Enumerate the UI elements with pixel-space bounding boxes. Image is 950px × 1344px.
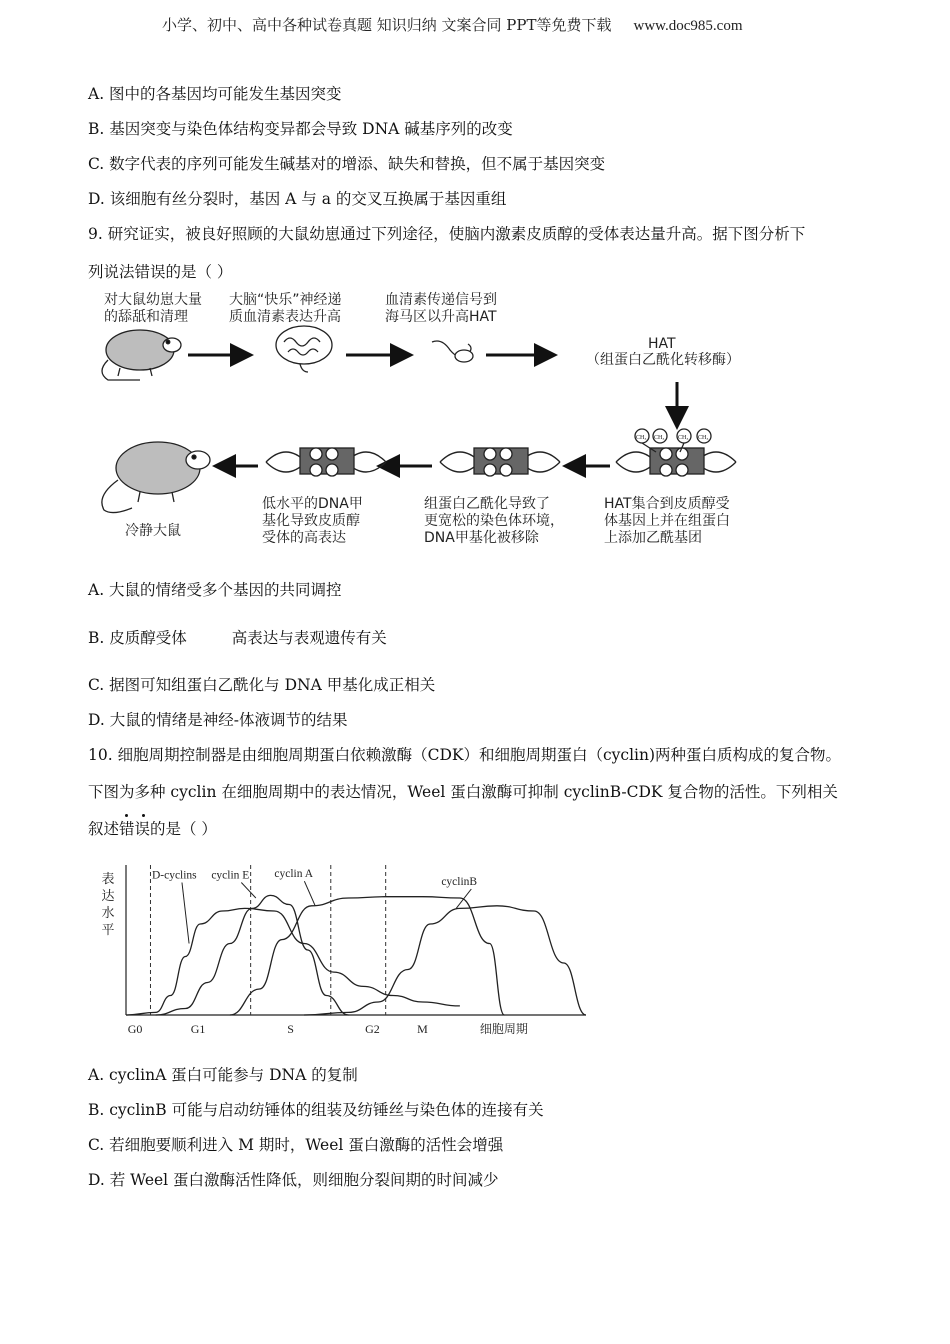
histone-open-icon bbox=[266, 448, 386, 476]
histone-methylated-icon bbox=[616, 429, 736, 476]
q9-option-b-part2: 高表达与表观遗传有关 bbox=[231, 629, 387, 647]
q10-stem-line2: 下图为多种 cyclin 在细胞周期中的表达情况，Weel 蛋白激酶可抑制 cyclinB-CDK 复合物的活性。下列相关 bbox=[88, 783, 838, 801]
calm-rat-icon bbox=[102, 442, 210, 513]
x-tick-label: G1 bbox=[190, 1022, 206, 1036]
series-leader-line bbox=[241, 883, 256, 899]
q8-option-c: C. 数字代表的序列可能发生碱基对的增添、缺失和替换，但不属于基因突变 bbox=[88, 155, 606, 173]
ch3-label: CH₃ bbox=[636, 435, 647, 441]
y-axis-label-char: 水 bbox=[101, 905, 115, 920]
series-line-cyclin-A bbox=[230, 897, 505, 1015]
ch3-label: CH₃ bbox=[698, 435, 709, 441]
q10-option-c: C. 若细胞要顺利进入 M 期时，Weel 蛋白激酶的活性会增强 bbox=[88, 1136, 504, 1154]
series-leader-line bbox=[304, 881, 315, 906]
y-axis-label-char: 达 bbox=[101, 888, 115, 903]
x-tick-label: G2 bbox=[365, 1022, 380, 1036]
q8-option-a: A. 图中的各基因均可能发生基因突变 bbox=[88, 85, 342, 103]
diagram-label-calm-rat: 冷静大鼠 bbox=[125, 523, 181, 539]
diagram-label-hippocampus: 血清素传递信号到 海马区以升高HAT bbox=[385, 292, 497, 325]
diagram-hat-title: HAT bbox=[648, 336, 676, 352]
series-label: cyclin E bbox=[211, 869, 250, 882]
q10-option-a: A. cyclinA 蛋白可能参与 DNA 的复制 bbox=[88, 1066, 358, 1084]
q9-option-d: D. 大鼠的情绪是神经-体液调节的结果 bbox=[88, 711, 348, 729]
q9-stem-line2: 列说法错误的是（ ） bbox=[88, 263, 233, 281]
q8-option-b: B. 基因突变与染色体结构变异都会导致 DNA 碱基序列的改变 bbox=[88, 120, 513, 138]
x-tick-label: S bbox=[287, 1022, 294, 1036]
y-axis-label-char: 平 bbox=[101, 922, 115, 937]
diagram-label-low-methylation: 低水平的DNA甲 基化导致皮质醇 受体的高表达 bbox=[262, 496, 363, 546]
series-leader-line bbox=[182, 883, 189, 944]
diagram-label-acetyl: HAT集合到皮质醇受 体基因上并在组蛋白 上添加乙酰基团 bbox=[604, 496, 730, 546]
rat-pup-icon bbox=[102, 330, 181, 380]
series-label: cyclin A bbox=[274, 868, 314, 881]
x-axis-label: 细胞周期 bbox=[479, 1022, 528, 1036]
q9-stem-line1: 9. 研究证实，被良好照顾的大鼠幼崽通过下列途径，使脑内激素皮质醇的受体表达量升高。据下图分析下 bbox=[88, 225, 806, 243]
series-line-cyclin-E bbox=[156, 895, 349, 1015]
ch3-label: CH₃ bbox=[678, 435, 689, 441]
y-axis-label-char: 表 bbox=[101, 871, 115, 886]
diagram-label-loose-chromatin: 组蛋白乙酰化导致了 更宽松的染色体环境， DNA甲基化被移除 bbox=[424, 496, 564, 546]
cyclin-chart bbox=[96, 855, 596, 1040]
q9-option-b bbox=[88, 626, 387, 648]
q9-option-a: A. 大鼠的情绪受多个基因的共同调控 bbox=[88, 581, 342, 599]
histone-acetylated-icon bbox=[440, 448, 560, 476]
series-line-D-cyclins bbox=[126, 908, 460, 1015]
ch3-label: CH₃ bbox=[654, 435, 665, 441]
hippocampus-icon bbox=[432, 341, 473, 362]
diagram-label-serotonin: 大脑“快乐”神经递 质血清素表达升高 bbox=[229, 292, 342, 325]
emphasis-dot bbox=[142, 814, 145, 817]
cyclin-chart-svg bbox=[96, 855, 596, 1040]
series-label: cyclinB bbox=[441, 876, 478, 888]
q10-stem-line3: 叙述错误的是（ ） bbox=[88, 820, 217, 838]
q9-option-b-part1: B. 皮质醇受体 bbox=[88, 629, 187, 647]
x-tick-label: G0 bbox=[127, 1022, 143, 1036]
x-tick-label: M bbox=[417, 1022, 428, 1036]
q10-option-d: D. 若 Weel 蛋白激酶活性降低，则细胞分裂间期的时间减少 bbox=[88, 1171, 499, 1189]
diagram-hat-subtitle: （组蛋白乙酰化转移酶） bbox=[586, 352, 740, 368]
emphasis-dot bbox=[125, 814, 128, 817]
header-site: www.doc985.com bbox=[633, 18, 743, 34]
q9-diagram bbox=[0, 0, 950, 560]
q10-option-b: B. cyclinB 可能与启动纺锤体的组装及纺锤丝与染色体的连接有关 bbox=[88, 1101, 544, 1119]
series-label: D-cyclins bbox=[151, 869, 197, 882]
diagram-label-licking: 对大鼠幼崽大量 的舔舐和清理 bbox=[104, 292, 202, 325]
diagram-drawing bbox=[0, 0, 950, 560]
q8-option-d: D. 该细胞有丝分裂时，基因 A 与 a 的交叉互换属于基因重组 bbox=[88, 190, 507, 208]
q9-option-c: C. 据图可知组蛋白乙酰化与 DNA 甲基化成正相关 bbox=[88, 676, 436, 694]
series-line-cyclinB bbox=[304, 906, 586, 1015]
header-text: 小学、初中、高中各种试卷真题 知识归纳 文案合同 PPT等免费下载 bbox=[162, 16, 612, 34]
q10-stem-line1: 10. 细胞周期控制器是由细胞周期蛋白依赖激酶（CDK）和细胞周期蛋白（cyclin)两种蛋白质构成的复合物。 bbox=[88, 746, 842, 764]
brain-icon bbox=[276, 326, 332, 372]
